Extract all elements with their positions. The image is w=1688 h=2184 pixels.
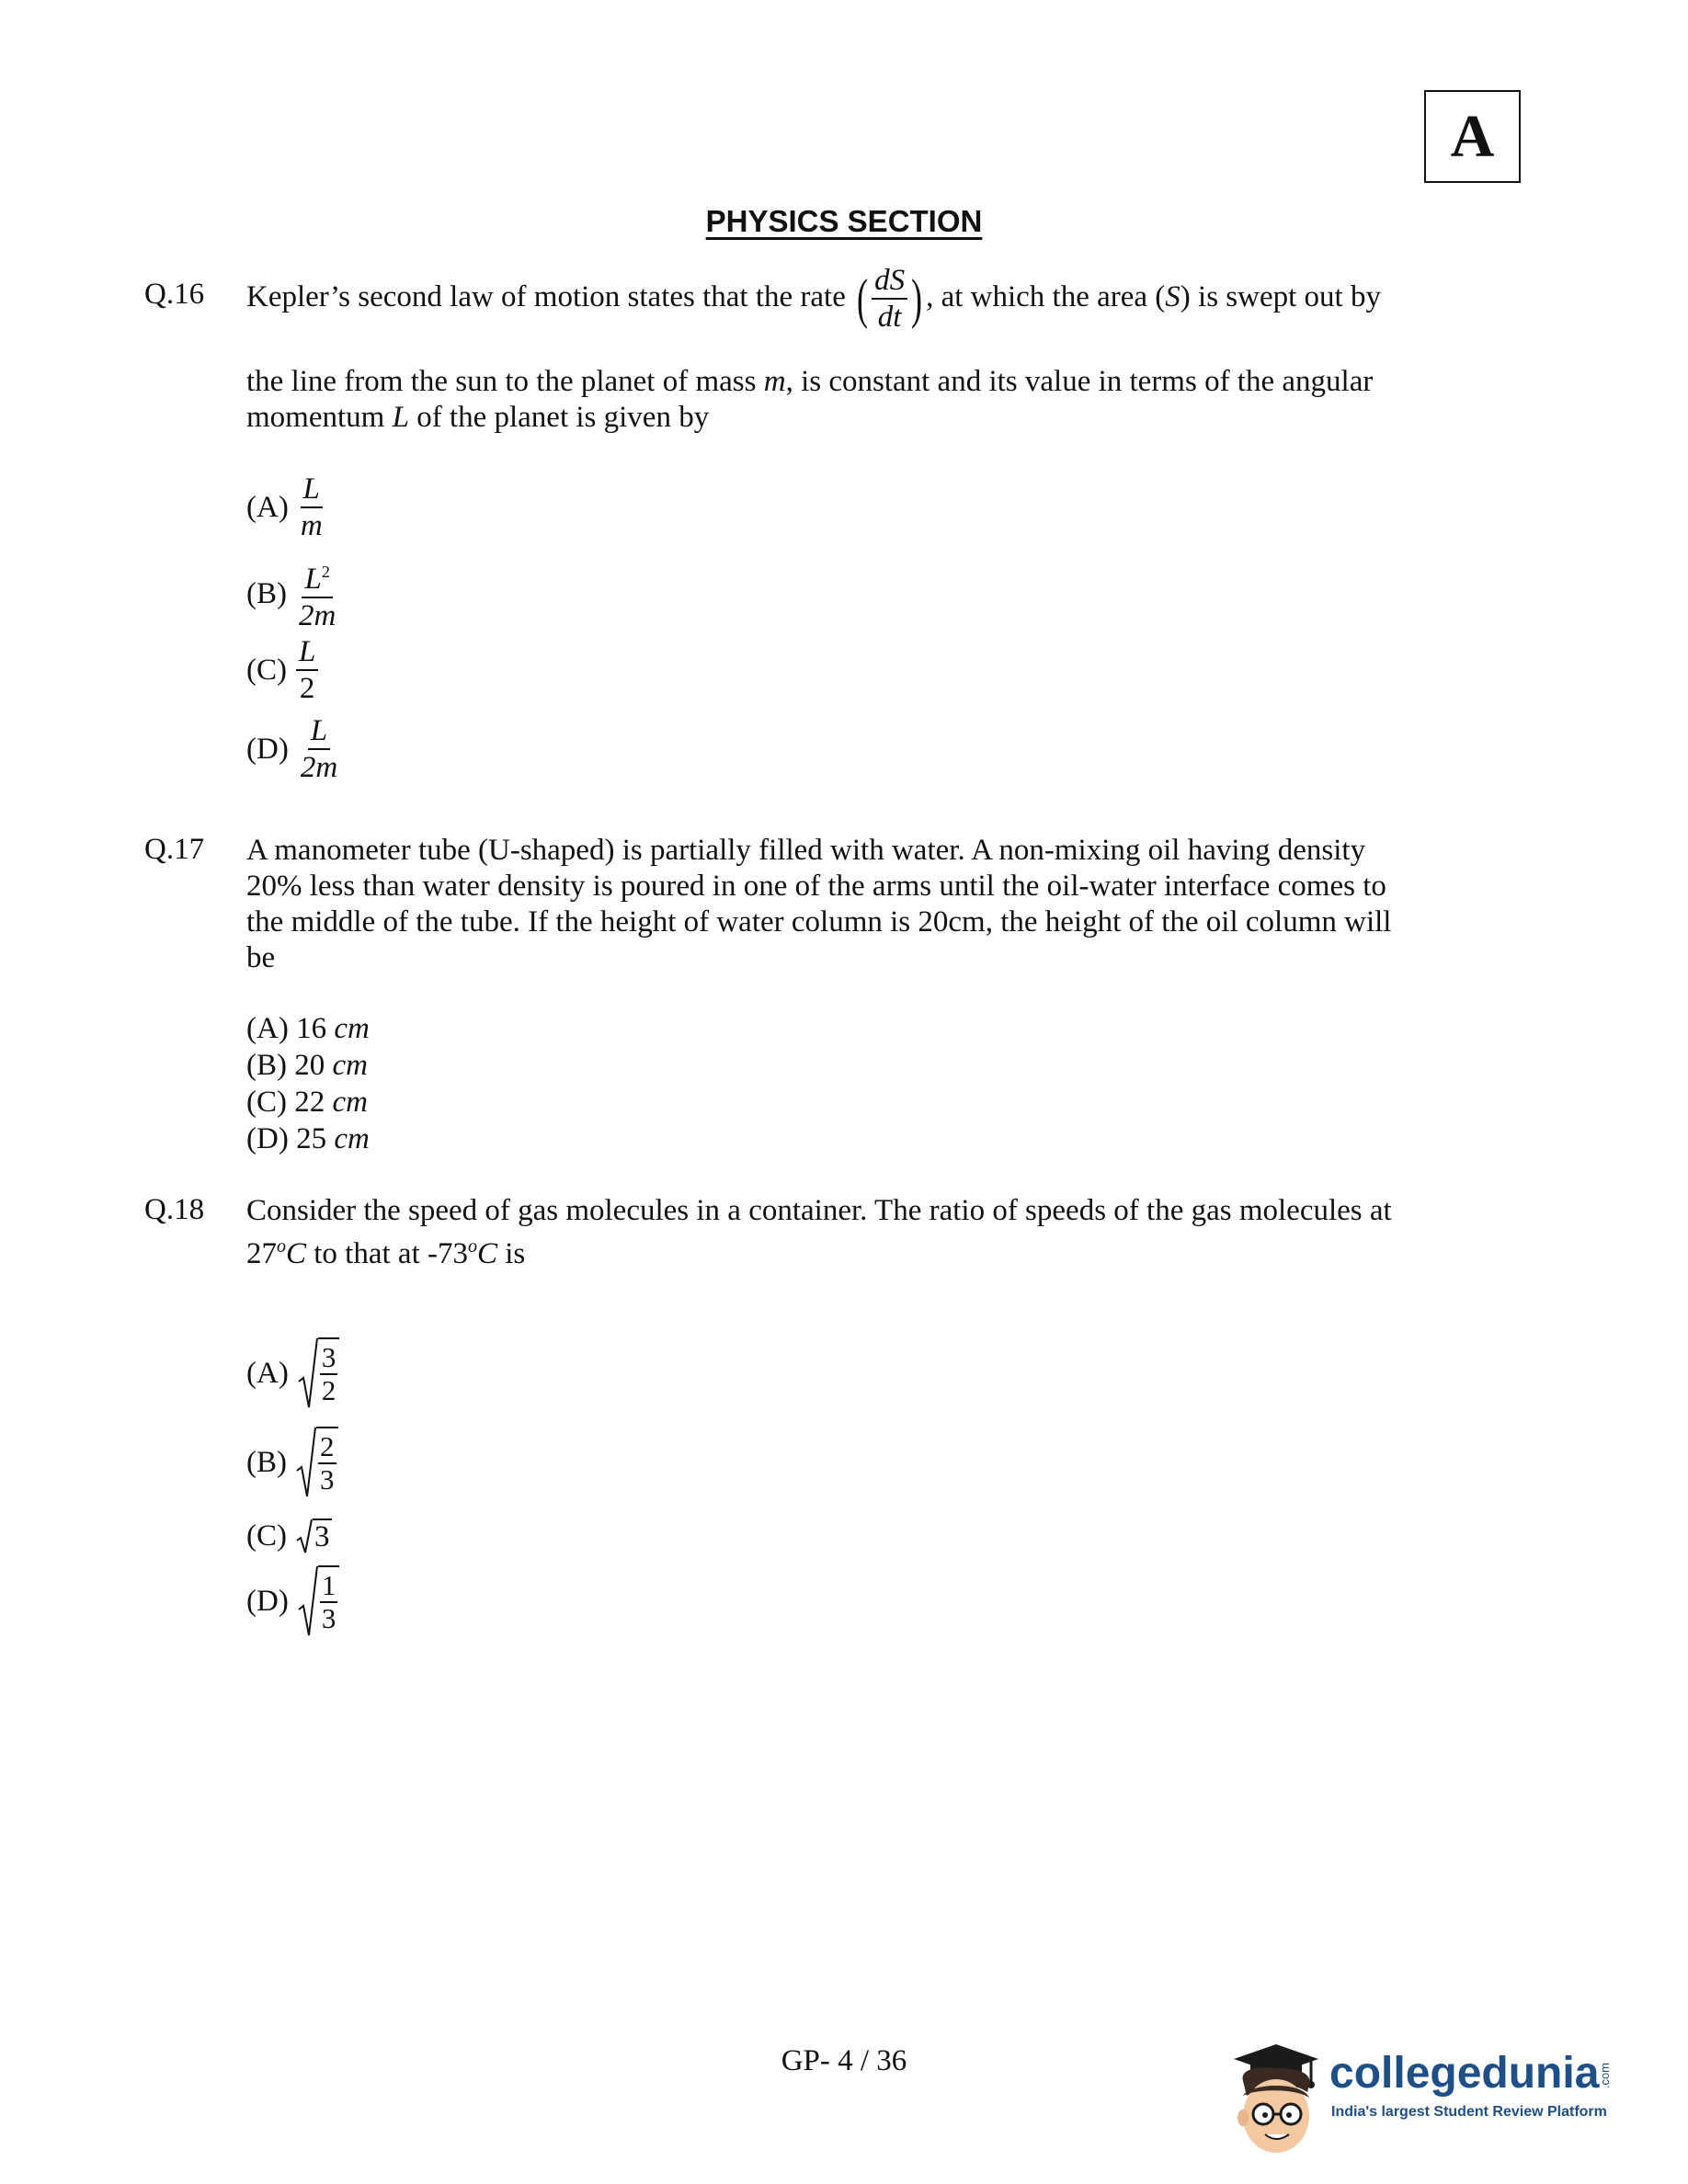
logo-com: .com: [1598, 2063, 1612, 2089]
question-16-line-1: Kepler’s second law of motion states that the rate ( $\frac{dS}{dt}$ ) , at which the area (S) is swept out by: [246, 264, 1381, 335]
logo-wordmark: collegedunia: [1329, 2049, 1600, 2098]
q16-option-b[interactable]: (B) $\frac{L^2}{2m}$: [246, 556, 338, 631]
sqrt-symbol: $\frac{3}{2}$: [298, 1337, 340, 1409]
question-number-16: Q.16: [144, 278, 205, 311]
q18-option-a[interactable]: (A) $\frac{3}{2}$: [246, 1337, 339, 1409]
question-18-line-1: Consider the speed of gas molecules in a container. The ratio of speeds of the gas molecules at: [246, 1194, 1392, 1227]
sqrt-symbol: $\frac{2}{3}$: [296, 1427, 338, 1498]
question-17-text: A manometer tube (U-shaped) is partially filled with water. A non-mixing oil having density 20% less than water density is poured in one of the arms until the oil-water interface comes to the middle of the tube. If the height of water column is 20cm, the height of the oil column will be: [246, 834, 1392, 974]
q17-option-c[interactable]: (C) 22 cm: [246, 1086, 368, 1119]
question-18-line-2: 27$^o$C to that at -73$^o$C is: [246, 1236, 526, 1270]
q17-option-a[interactable]: (A) 16 cm: [246, 1012, 370, 1045]
q16-option-c[interactable]: (C) $\frac{L}{2}$: [246, 636, 318, 704]
q18-option-b[interactable]: (B) $\frac{2}{3}$: [246, 1427, 338, 1498]
question-set-box: [1424, 90, 1521, 183]
question-set-label: A: [1450, 102, 1495, 170]
page-number: GP- 4 / 36: [781, 2044, 907, 2077]
logo-tagline: India's largest Student Review Platform: [1331, 2104, 1607, 2120]
q16-option-d[interactable]: (D) $\frac{L}{2m}$: [246, 714, 338, 784]
q16-option-a[interactable]: (A) $\frac{L}{m}$: [246, 472, 323, 542]
section-title: PHYSICS SECTION: [705, 204, 983, 238]
sqrt-symbol: 3: [296, 1519, 332, 1553]
sqrt-symbol: $\frac{1}{3}$: [298, 1565, 340, 1637]
question-number-17: Q.17: [144, 833, 205, 866]
q18-option-d[interactable]: (D) $\frac{1}{3}$: [246, 1565, 339, 1637]
q17-option-b[interactable]: (B) 20 cm: [246, 1049, 368, 1082]
question-16-line-3: momentum L of the planet is given by: [246, 401, 710, 434]
q17-option-d[interactable]: (D) 25 cm: [246, 1122, 370, 1155]
q18-option-c[interactable]: (C) 3: [246, 1519, 330, 1553]
question-number-18: Q.18: [144, 1193, 205, 1226]
rate-fraction: ( $\frac{dS}{dt}$ ): [857, 264, 923, 335]
question-16-line-2: the line from the sun to the planet of mass m, is constant and its value in terms of the angular: [246, 365, 1374, 398]
